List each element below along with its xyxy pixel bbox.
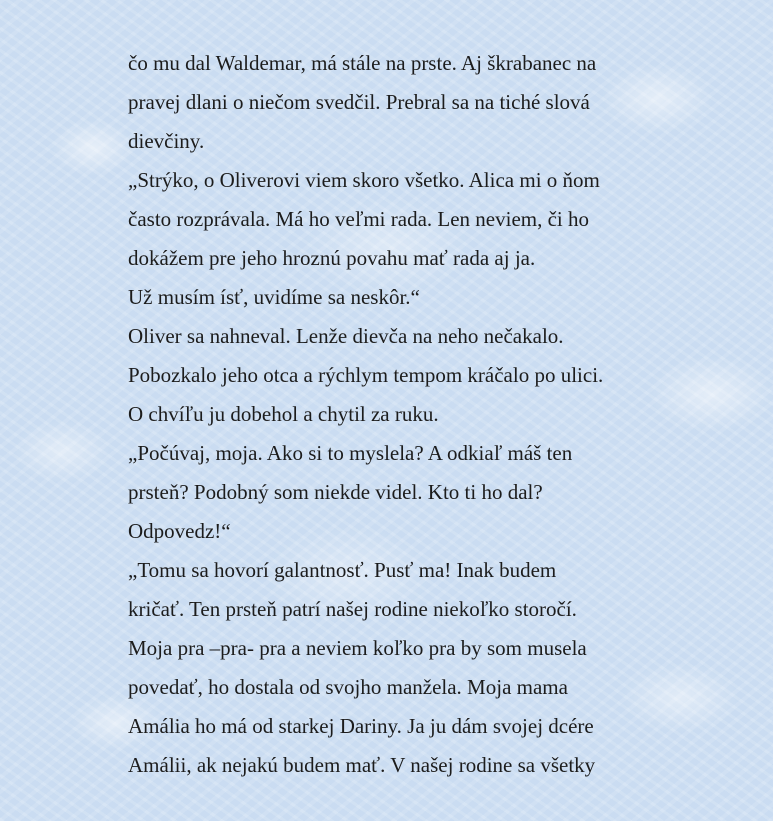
text-line: Pobozkalo jeho otca a rýchlym tempom kráčalo po ulici. [128,363,604,387]
text-line: Odpovedz!“ [128,519,231,543]
text-line: „Tomu sa hovorí galantnosť. Pusť ma! Inak budem [128,558,557,582]
text-line: prsteň? Podobný som niekde videl. Kto ti ho dal? [128,480,543,504]
text-line: Amálii, ak nejakú budem mať. V našej rodine sa všetky [128,753,596,777]
document-page [128,44,648,785]
text-line: Moja pra –pra- pra a neviem koľko pra by som musela [128,636,587,660]
text-line: často rozprávala. Má ho veľmi rada. Len neviem, či ho [128,207,590,231]
text-line: Amália ho má od starkej Dariny. Ja ju dám svojej dcére [128,714,594,738]
text-line: povedať, ho dostala od svojho manžela. Moja mama [128,675,568,699]
text-line: Oliver sa nahneval. Lenže dievča na neho nečakalo. [128,324,564,348]
text-line: „Počúvaj, moja. Ako si to myslela? A odkiaľ máš ten [128,441,573,465]
text-line: dokážem pre jeho hroznú povahu mať rada aj ja. [128,246,536,270]
text-line: čo mu dal Waldemar, má stále na prste. Aj škrabanec na [128,51,597,75]
text-line: „Strýko, o Oliverovi viem skoro všetko. Alica mi o ňom [128,168,600,192]
text-line: O chvíľu ju dobehol a chytil za ruku. [128,402,439,426]
text-line: dievčiny. [128,129,205,153]
text-line: kričať. Ten prsteň patrí našej rodine niekoľko storočí. [128,597,577,621]
text-line: pravej dlani o niečom svedčil. Prebral sa na tiché slová [128,90,590,114]
text-line: Už musím ísť, uvidíme sa neskôr.“ [128,285,420,309]
